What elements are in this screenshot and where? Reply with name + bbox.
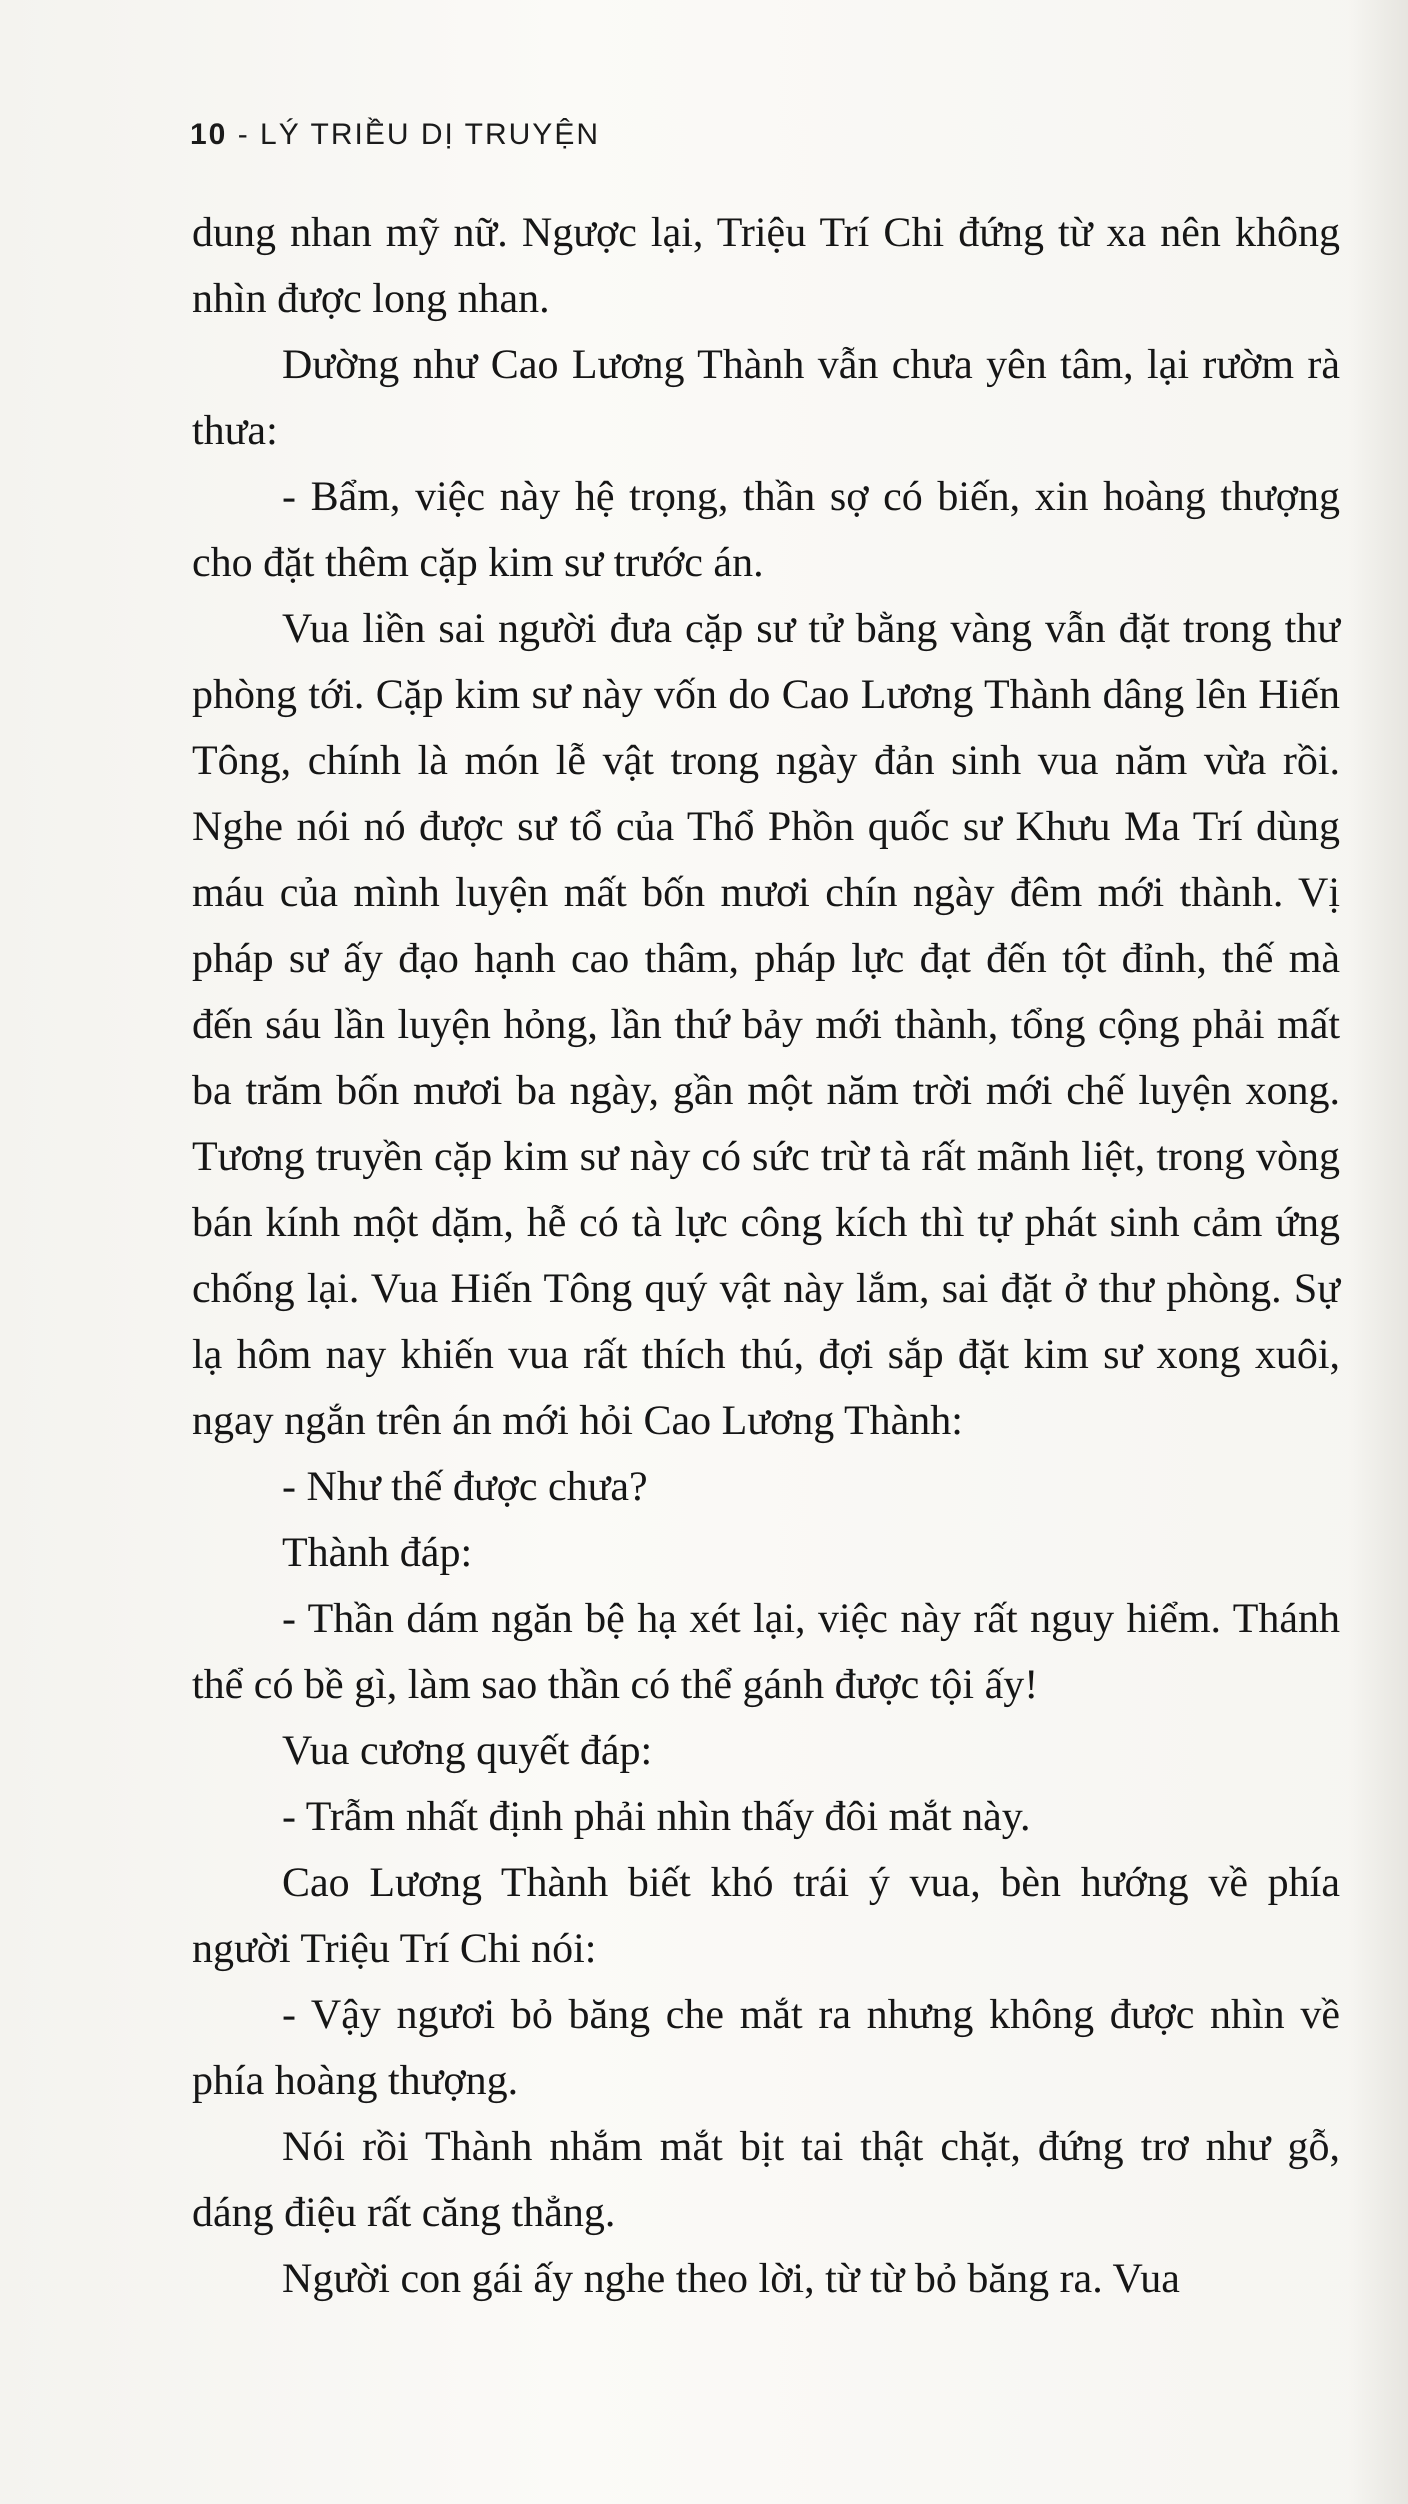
paragraph: Cao Lương Thành biết khó trái ý vua, bèn hướng về phía người Triệu Trí Chi nói: bbox=[192, 1860, 1340, 1972]
running-header bbox=[190, 118, 600, 152]
paragraph: dung nhan mỹ nữ. Ngược lại, Triệu Trí Chi đứng từ xa nên không nhìn được long nhan. bbox=[192, 210, 1340, 322]
paragraph: Nói rồi Thành nhắm mắt bịt tai thật chặt, đứng trơ như gỗ, dáng điệu rất căng thẳng. bbox=[192, 2124, 1340, 2236]
page-number: 10 bbox=[190, 118, 228, 151]
paragraph: - Như thế được chưa? bbox=[282, 1464, 648, 1510]
paragraph: Vua liền sai người đưa cặp sư tử bằng vàng vẫn đặt trong thư phòng tới. Cặp kim sư này vốn do Cao Lương Thành dâng lên Hiến Tông, chính là món lễ vật trong ngày đản sinh vua năm vừa rồi. Nghe nói nó được sư tổ của Thổ Phồn quốc sư Khưu Ma Trí dùng máu của mình luyện mất bốn mươi chín ngày đêm mới thành. Vị pháp sư ấy đạo hạnh cao thâm, pháp lực đạt đến tột đỉnh, thế mà đến sáu lần luyện hỏng, lần thứ bảy mới thành, tổng cộng phải mất ba trăm bốn mươi ba ngày, gần một năm trời mới chế luyện xong. Tương truyền cặp kim sư này có sức trừ tà rất mãnh liệt, trong vòng bán kính một dặm, hễ có tà lực công kích thì tự phát sinh cảm ứng chống lại. Vua Hiến Tông quý vật này lắm, sai đặt ở thư phòng. Sự lạ hôm nay khiến vua rất thích thú, đợi sắp đặt kim sư xong xuôi, ngay ngắn trên án mới hỏi Cao Lương Thành: bbox=[192, 606, 1340, 1444]
paragraph: - Thần dám ngăn bệ hạ xét lại, việc này rất nguy hiểm. Thánh thể có bề gì, làm sao thần có thể gánh được tội ấy! bbox=[192, 1596, 1340, 1708]
page-edge-shadow bbox=[1348, 0, 1408, 2504]
paragraph: - Vậy ngươi bỏ băng che mắt ra nhưng không được nhìn về phía hoàng thượng. bbox=[192, 1992, 1340, 2104]
paragraph: - Trẫm nhất định phải nhìn thấy đôi mắt này. bbox=[282, 1794, 1031, 1840]
paragraph: Người con gái ấy nghe theo lời, từ từ bỏ băng ra. Vua bbox=[282, 2256, 1180, 2302]
paragraph: Dường như Cao Lương Thành vẫn chưa yên tâm, lại rườm rà thưa: bbox=[192, 342, 1340, 454]
paragraph: Thành đáp: bbox=[282, 1530, 473, 1576]
paragraph: Vua cương quyết đáp: bbox=[282, 1728, 653, 1774]
paragraph: - Bẩm, việc này hệ trọng, thần sợ có biến, xin hoàng thượng cho đặt thêm cặp kim sư trước án. bbox=[192, 474, 1340, 586]
book-title: - LÝ TRIỀU DỊ TRUYỆN bbox=[227, 118, 600, 151]
body-text bbox=[192, 200, 1340, 2312]
